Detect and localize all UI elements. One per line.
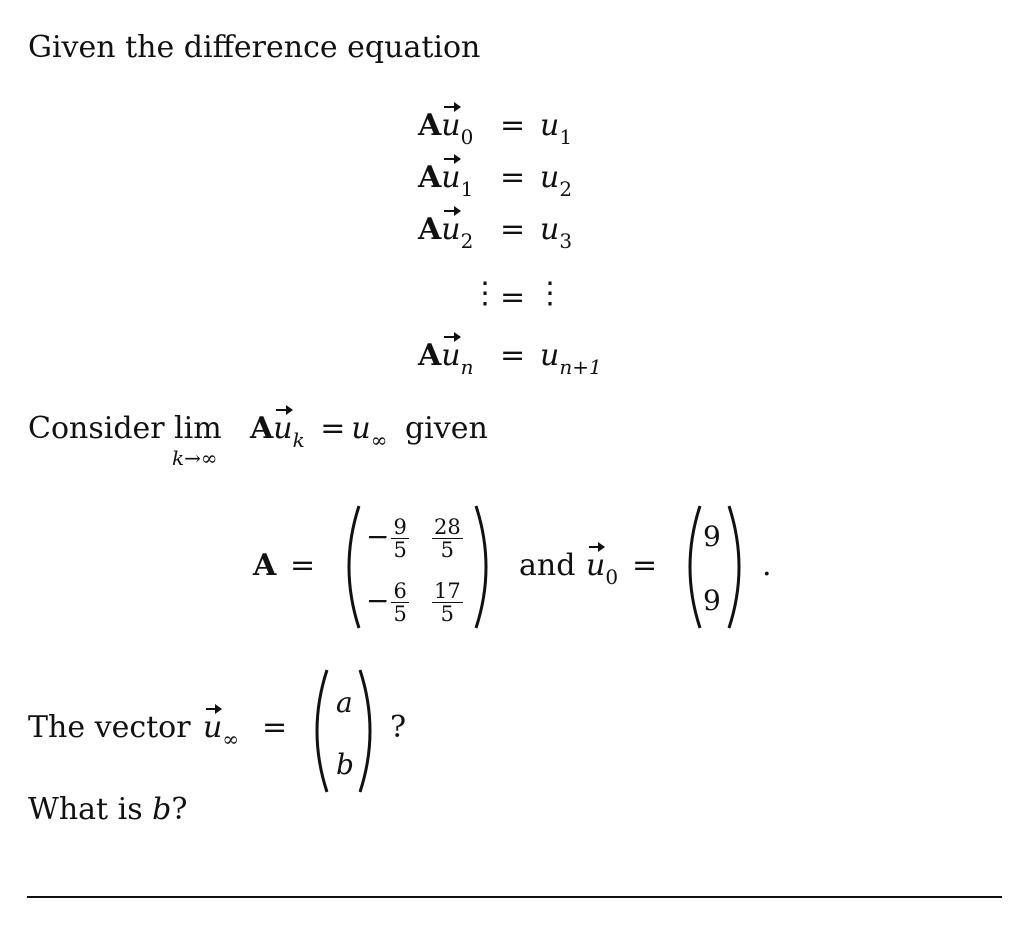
equation-rhs-1: $u_2$ <box>540 160 573 201</box>
intro-text: Given the difference equation <box>28 30 481 65</box>
period: . <box>762 548 772 583</box>
left-paren-icon <box>335 502 363 632</box>
u0-entry-1: 9 <box>703 520 721 553</box>
left-paren-icon <box>676 502 704 632</box>
equals-sign: = <box>632 548 658 583</box>
right-paren-icon <box>472 502 500 632</box>
matrix-entry-a12: $\frac{28}{5}$ <box>434 515 461 562</box>
equals-sign: = <box>290 548 316 583</box>
question-mark: ? <box>390 710 407 745</box>
equation-rhs-2: $u_3$ <box>540 212 573 253</box>
equals-sign: = <box>500 280 526 315</box>
matrix-entry-a11: − $\frac{9}{5}$ <box>366 515 407 562</box>
matrix-label: A <box>253 548 277 583</box>
matrix-entry-a22: $\frac{17}{5}$ <box>434 579 461 626</box>
equation-rhs-4: $u_{n+1}$ <box>540 338 602 379</box>
equation-lhs-1: $Au_1$ <box>418 160 474 201</box>
equation-rhs-0: $u_1$ <box>540 108 573 149</box>
matrix-entry-a21: − $\frac{6}{5}$ <box>366 579 407 626</box>
equation-lhs-0: $Au_0$ <box>418 108 474 149</box>
u0-label: $u_0$ <box>586 548 619 589</box>
u0-entry-2: 9 <box>703 584 721 617</box>
consider-word: Consider <box>28 411 165 446</box>
vector-entry-b: b <box>336 748 354 781</box>
vector-entry-a: a <box>336 686 353 719</box>
vector-text: The vector <box>28 710 191 745</box>
equals-sign: = <box>500 160 526 195</box>
answer-line <box>27 896 1002 898</box>
equals-sign: = <box>500 212 526 247</box>
u-infinity-label: $u_\infty$ <box>203 710 239 751</box>
right-paren-icon <box>356 666 384 796</box>
lim-operator: lim <box>174 411 222 446</box>
question-text: What is b? <box>28 792 188 827</box>
equals-sign: = <box>262 710 288 745</box>
left-paren-icon <box>303 666 331 796</box>
right-paren-icon <box>725 502 753 632</box>
and-word: and <box>519 548 576 583</box>
vertical-dots-right: ⋮ <box>535 276 565 311</box>
lim-subscript: k→∞ <box>172 446 218 470</box>
equals-sign: = <box>500 338 526 373</box>
equals-sign: = <box>500 108 526 143</box>
equation-lhs-2: $Au_2$ <box>418 212 474 253</box>
consider-expression: $Au_k = u_\infty$ given <box>250 411 488 452</box>
vertical-dots-left: ⋮ <box>470 276 500 311</box>
equation-lhs-4: $Au_n$ <box>418 338 474 379</box>
